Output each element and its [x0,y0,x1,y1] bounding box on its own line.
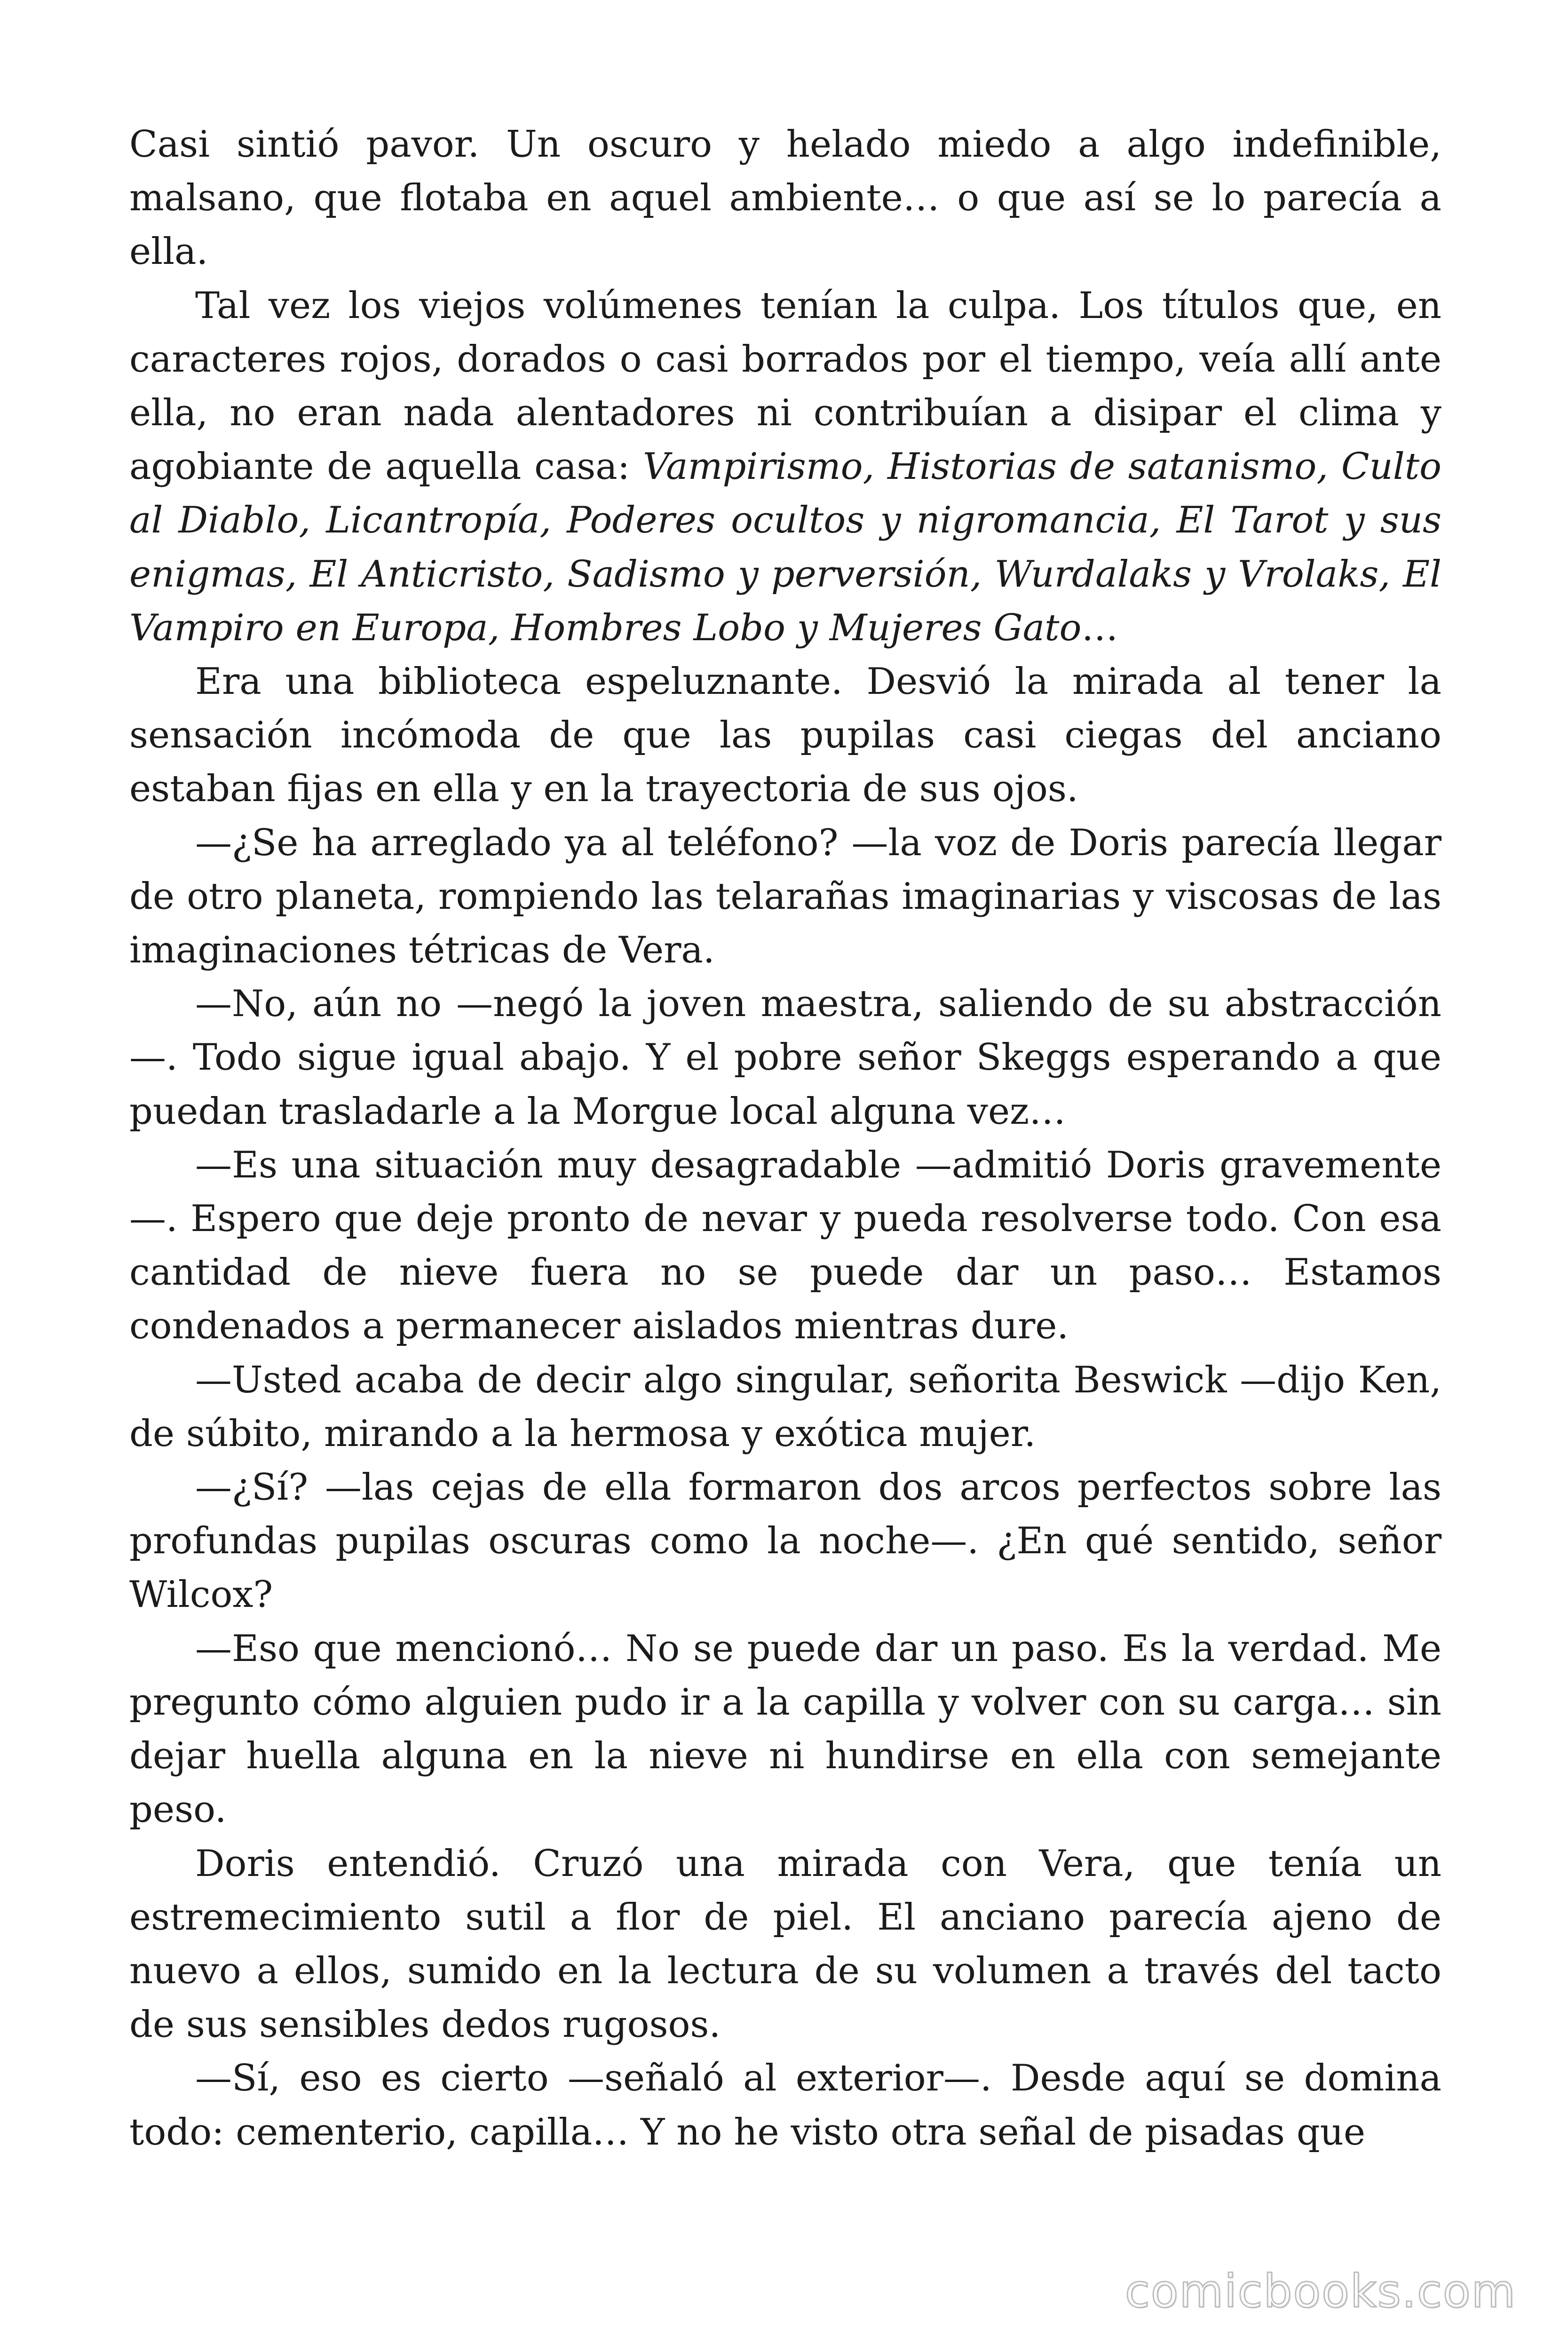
paragraph-text: —No, aún no —negó la joven maestra, saliendo de su abstracción—. Todo sigue igual abajo. Y el pobre señor Skeggs esperando a que puedan trasladarle a la Morgue local alguna vez… [129,983,1441,1133]
watermark: comicbooks.com [1125,2265,1516,2318]
paragraph-3 [129,655,1441,816]
paragraph-7 [129,1353,1441,1461]
paragraph-text: Tal vez los viejos volúmenes tenían la culpa. Los títulos que, en caracteres rojos, dorados o casi borrados por el tiempo, veía allí ante ella, no eran nada alentadores ni contribuían a disipar el clima y agobiante de aquella casa: [129,284,1441,488]
paragraph-5 [129,977,1441,1138]
paragraph-text: —Es una situación muy desagradable —admitió Doris gravemente—. Espero que deje pronto de nevar y pueda resolverse todo. Con esa cantidad de nieve fuera no se puede dar un paso… Estamos condenados a permanecer aislados mientras dure. [129,1144,1441,1348]
paragraph-11 [129,2051,1441,2159]
paragraph-9 [129,1622,1441,1837]
paragraph-1 [129,118,1441,279]
paragraph-text: —¿Sí? —las cejas de ella formaron dos arcos perfectos sobre las profundas pupilas oscuras como la noche—. ¿En qué sentido, señor Wilcox? [129,1466,1441,1616]
paragraph-text: —Sí, eso es cierto —señaló al exterior—. Desde aquí se domina todo: cementerio, capilla… Y no he visto otra señal de pisadas que [129,2057,1441,2153]
ellipsis: … [1081,606,1118,649]
paragraph-6 [129,1138,1441,1353]
paragraph-text: Doris entendió. Cruzó una mirada con Vera, que tenía un estremecimiento sutil a flor de piel. El anciano parecía ajeno de nuevo a ellos, sumido en la lectura de su volumen a través del tacto de sus sensibles dedos rugosos. [129,1842,1441,2046]
paragraph-text: —¿Se ha arreglado ya al teléfono? —la voz de Doris parecía llegar de otro planeta, rompiendo las telarañas imaginarias y viscosas de las imaginaciones tétricas de Vera. [129,821,1441,972]
paragraph-text: —Usted acaba de decir algo singular, señorita Beswick —dijo Ken, de súbito, mirando a la hermosa y exótica mujer. [129,1359,1441,1455]
paragraph-2 [129,279,1441,655]
paragraph-text: —Eso que mencionó… No se puede dar un paso. Es la verdad. Me pregunto cómo alguien pudo ir a la capilla y volver con su carga… sin dejar huella alguna en la nieve ni hundirse en ella con semejante peso. [129,1627,1441,1831]
paragraph-8 [129,1461,1441,1622]
paragraph-10 [129,1837,1441,2052]
paragraph-4 [129,816,1441,977]
book-page-text [129,118,1441,2159]
book-titles-list: Vampirismo, Historias de satanismo, Culto al Diablo, Licantropía, Poderes ocultos y nigromancia, El Tarot y sus enigmas, El Anticristo, Sadismo y perversión, Wurdalaks y Vrolaks, El Vampiro en Europa, Hombres Lobo y Mujeres Gato [129,445,1441,649]
paragraph-text: Era una biblioteca espeluznante. Desvió la mirada al tener la sensación incómoda de que las pupilas casi ciegas del anciano estaban fijas en ella y en la trayectoria de sus ojos. [129,660,1441,810]
paragraph-text: Casi sintió pavor. Un oscuro y helado miedo a algo indefinible, malsano, que flotaba en aquel ambiente… o que así se lo parecía a ella. [129,123,1441,273]
